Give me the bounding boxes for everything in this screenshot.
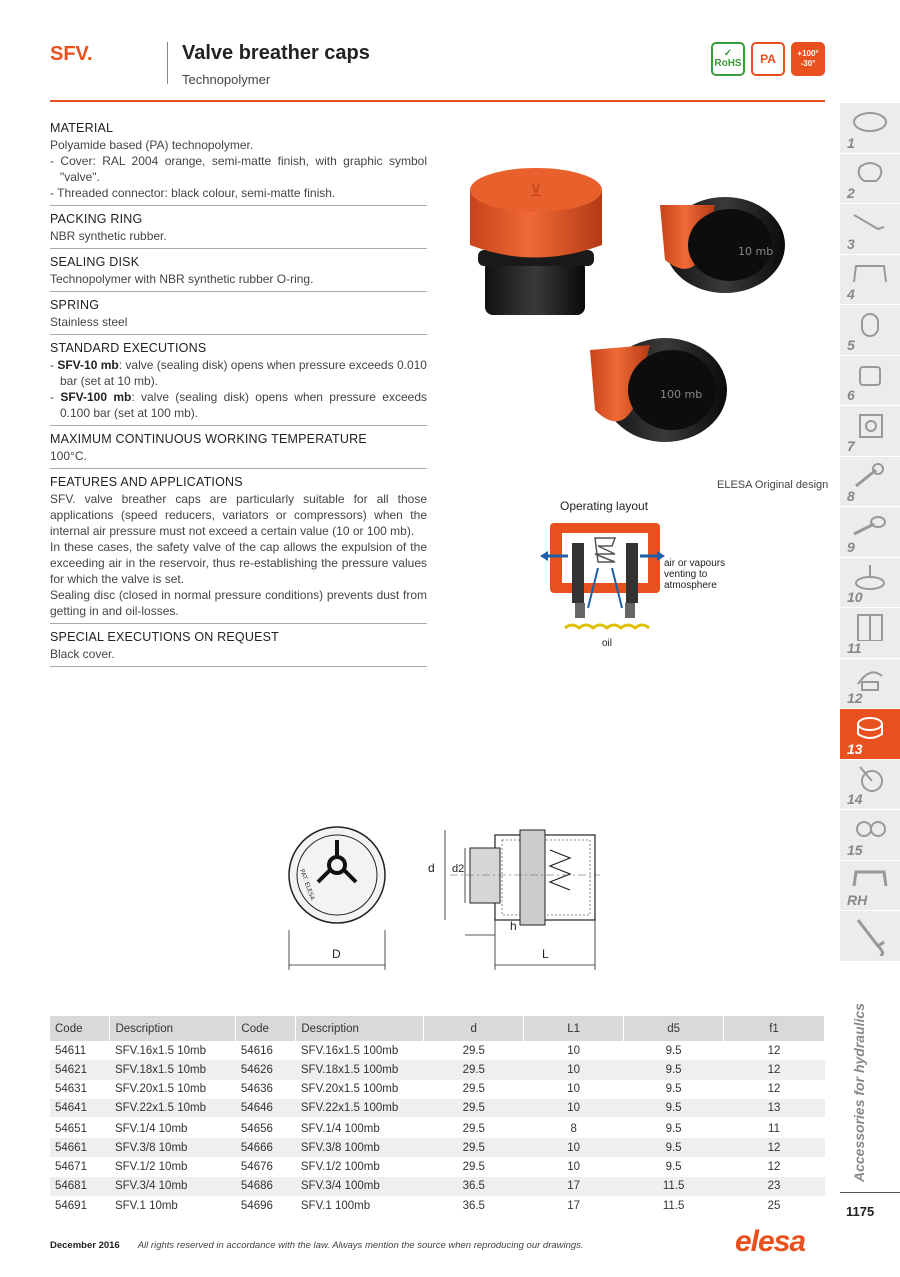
cell: 8 bbox=[524, 1119, 624, 1138]
tab-label: 8 bbox=[847, 488, 855, 504]
spec-heading: MAXIMUM CONTINUOUS WORKING TEMPERATURE bbox=[50, 432, 367, 446]
cell: SFV.22x1.5 10mb bbox=[110, 1099, 236, 1118]
check-icon: ✓ bbox=[723, 48, 733, 59]
pa-badge: PA bbox=[751, 42, 785, 76]
col-d: d bbox=[424, 1016, 524, 1041]
spec-item-text: : valve (sealing disk) opens when pressure exceeds 0.100 bar (set at 100 mb). bbox=[60, 390, 427, 420]
table-row bbox=[50, 1060, 825, 1079]
handwheel-icon bbox=[850, 108, 890, 136]
spec-line: Stainless steel bbox=[50, 315, 128, 329]
cell: 29.5 bbox=[424, 1119, 524, 1138]
footer-rights: All rights reserved in accordance with the law. Always mention the source when reproducing our drawings. bbox=[137, 1240, 584, 1251]
cell: 29.5 bbox=[462, 1083, 485, 1096]
table-row bbox=[50, 1099, 825, 1118]
cell: 54616 bbox=[240, 1044, 273, 1057]
spec-heading: MATERIAL bbox=[50, 121, 114, 135]
temperature-badge bbox=[791, 42, 825, 76]
cell: 29.5 bbox=[424, 1138, 524, 1157]
label-100mb: 100 mb bbox=[660, 388, 703, 401]
cell: 54681 bbox=[50, 1177, 110, 1196]
hydraulic-cap-icon bbox=[850, 714, 890, 742]
cell: 17 bbox=[524, 1177, 624, 1196]
air-label-1: air or vapours bbox=[664, 558, 726, 569]
tab-label: 3 bbox=[847, 235, 855, 252]
cell: 29.5 bbox=[462, 1044, 485, 1057]
tab-15[interactable] bbox=[840, 810, 900, 861]
spec-line: 100°C. bbox=[50, 449, 87, 463]
cell: 9.5 bbox=[665, 1083, 682, 1096]
spec-standard-executions bbox=[50, 340, 427, 426]
cell: 54666 bbox=[236, 1138, 296, 1157]
operating-layout-diagram bbox=[540, 498, 740, 653]
tab-1[interactable] bbox=[840, 103, 900, 154]
tab-label: 15 bbox=[847, 841, 863, 858]
cell: SFV.3/8 10mb bbox=[110, 1138, 236, 1157]
table-row bbox=[50, 1196, 825, 1215]
cell: 10 bbox=[567, 1083, 581, 1096]
tab-3[interactable] bbox=[840, 204, 900, 255]
operating-layout-title: Operating layout bbox=[560, 499, 649, 513]
temp-high: +100° bbox=[797, 48, 819, 58]
cell: 54611 bbox=[55, 1044, 87, 1057]
cap-10mb bbox=[660, 197, 785, 293]
dim-d2-label: d2 bbox=[452, 863, 465, 875]
cell: 17 bbox=[567, 1199, 581, 1212]
cell: SFV.3/4 10mb bbox=[110, 1177, 236, 1196]
temp-low: -30° bbox=[800, 59, 816, 68]
table-row bbox=[50, 1157, 825, 1176]
wrench-icon bbox=[850, 916, 890, 956]
spec-line: - Threaded connector: black colour, semi-matte finish. bbox=[50, 186, 336, 200]
air-label-3: atmosphere bbox=[664, 580, 717, 591]
spec-item-bold: SFV-10 mb bbox=[57, 358, 119, 372]
spec-heading: SPECIAL EXECUTIONS ON REQUEST bbox=[50, 630, 279, 644]
spec-line: SFV. valve breather caps are particularly suitable for all those applications (speed reducers, variators or compressors) when the internal air pressure must not exceed a certain value (10 or 100 mb). bbox=[50, 492, 427, 538]
cell: SFV.1/2 100mb bbox=[300, 1161, 380, 1174]
cell: 11 bbox=[724, 1119, 825, 1138]
spec-features bbox=[50, 474, 427, 624]
page-subtitle: Technopolymer bbox=[182, 72, 271, 87]
spec-line: Polyamide based (PA) technopolymer. bbox=[50, 138, 254, 152]
cell: SFV.1 100mb bbox=[300, 1199, 371, 1212]
header-rule bbox=[50, 100, 825, 102]
cell: 12 bbox=[767, 1161, 781, 1174]
spec-line: NBR synthetic rubber. bbox=[50, 229, 167, 243]
table-row bbox=[50, 1041, 825, 1060]
cell: 10 bbox=[524, 1099, 624, 1118]
clamp-icon bbox=[850, 512, 890, 540]
spec-max-temperature bbox=[50, 431, 427, 469]
spec-line: Sealing disc (closed in normal pressure conditions) prevents dust from getting in and oil-losses. bbox=[50, 588, 427, 618]
tab-label: 12 bbox=[847, 690, 863, 706]
specifications bbox=[50, 120, 427, 672]
col-description: Description bbox=[110, 1016, 236, 1041]
technical-drawing bbox=[280, 810, 610, 970]
tab-label: 4 bbox=[847, 286, 855, 302]
tab-label: 7 bbox=[847, 437, 855, 454]
cell: 54656 bbox=[236, 1119, 296, 1138]
pull-handle-icon bbox=[850, 260, 890, 288]
cell: SFV.1/2 10mb bbox=[114, 1161, 188, 1174]
label-10mb: 10 mb bbox=[738, 245, 774, 258]
rohs-badge bbox=[711, 42, 745, 76]
spec-line: - Cover: RAL 2004 orange, semi-matte finish, with graphic symbol "valve". bbox=[50, 154, 427, 184]
cell: 10 bbox=[567, 1161, 581, 1174]
cell: 54696 bbox=[240, 1199, 273, 1212]
header-divider bbox=[167, 42, 168, 84]
product-code: SFV. bbox=[50, 43, 93, 65]
dim-d-label: d bbox=[428, 861, 435, 875]
tab-label: 11 bbox=[847, 639, 862, 656]
castor-icon bbox=[850, 765, 890, 793]
oil-label: oil bbox=[602, 638, 613, 649]
cell: 9.5 bbox=[624, 1060, 724, 1079]
plunger-icon bbox=[850, 462, 890, 490]
col-description-100: Description bbox=[296, 1016, 424, 1041]
material-badges bbox=[711, 42, 825, 76]
spec-item-bold: SFV-100 mb bbox=[60, 390, 132, 404]
lever-icon bbox=[850, 209, 890, 237]
cell: SFV.1 10mb bbox=[114, 1199, 178, 1212]
cell: 54636 bbox=[240, 1083, 273, 1096]
tab-8[interactable] bbox=[840, 457, 900, 508]
cell: 9.5 bbox=[665, 1044, 682, 1057]
spec-sealing-disk bbox=[50, 254, 427, 292]
cell: 11.5 bbox=[624, 1177, 724, 1196]
tab-5[interactable] bbox=[840, 305, 900, 356]
cell: SFV.16x1.5 100mb bbox=[300, 1044, 399, 1057]
cell: 12 bbox=[724, 1138, 825, 1157]
tab-12[interactable] bbox=[840, 659, 900, 710]
drawing-pat-label: PAT. ELESA bbox=[298, 868, 316, 902]
tab-tools[interactable] bbox=[840, 911, 900, 962]
dim-L-label: L bbox=[542, 947, 549, 961]
air-label-2: venting to bbox=[664, 569, 708, 580]
hinge-icon bbox=[850, 613, 890, 641]
table-row bbox=[50, 1138, 825, 1157]
tab-11[interactable] bbox=[840, 608, 900, 659]
col-code-100: Code bbox=[236, 1016, 296, 1041]
tab-label: 6 bbox=[847, 387, 855, 403]
col-f1: f1 bbox=[724, 1016, 825, 1041]
tab-10[interactable] bbox=[840, 558, 900, 609]
tube-clamp-icon bbox=[850, 815, 890, 843]
cam-lever-icon bbox=[850, 664, 890, 692]
page-header bbox=[50, 40, 825, 102]
cell: 12 bbox=[767, 1083, 781, 1096]
cell: 10 bbox=[567, 1044, 581, 1057]
cell: 54621 bbox=[50, 1060, 110, 1079]
footer-date: December 2016 bbox=[50, 1240, 120, 1251]
cell: 29.5 bbox=[424, 1099, 524, 1118]
spec-heading: SEALING DISK bbox=[50, 255, 140, 269]
cell: 10 bbox=[524, 1138, 624, 1157]
page-footer bbox=[50, 1240, 584, 1251]
cell: SFV.22x1.5 100mb bbox=[296, 1099, 424, 1118]
cell: 9.5 bbox=[624, 1138, 724, 1157]
cell: SFV.3/4 100mb bbox=[296, 1177, 424, 1196]
tab-7[interactable] bbox=[840, 406, 900, 457]
spec-spring bbox=[50, 297, 427, 335]
cell: SFV.1/4 10mb bbox=[110, 1119, 236, 1138]
spec-heading: SPRING bbox=[50, 298, 100, 312]
tab-4[interactable] bbox=[840, 255, 900, 306]
spec-heading: STANDARD EXECUTIONS bbox=[50, 341, 207, 355]
cell: SFV.20x1.5 100mb bbox=[300, 1083, 399, 1096]
tab-2[interactable] bbox=[840, 154, 900, 205]
col-code: Code bbox=[50, 1016, 110, 1041]
table-row bbox=[50, 1119, 825, 1138]
spec-item: - SFV-100 mb: valve (sealing disk) opens when pressure exceeds 0.100 bar (set at 100 mb). bbox=[50, 390, 427, 420]
spec-packing-ring bbox=[50, 211, 427, 249]
cell: 11.5 bbox=[662, 1199, 685, 1212]
cell: 36.5 bbox=[462, 1199, 485, 1212]
col-d5: d5 bbox=[624, 1016, 724, 1041]
cap-large bbox=[470, 168, 602, 315]
cell: 54641 bbox=[50, 1099, 110, 1118]
cell: SFV.18x1.5 10mb bbox=[110, 1060, 236, 1079]
cell: 54676 bbox=[240, 1161, 273, 1174]
product-table bbox=[50, 1016, 825, 1216]
elesa-logo: elesa bbox=[735, 1225, 806, 1258]
table-row bbox=[50, 1080, 825, 1099]
tab-label: 5 bbox=[847, 336, 855, 353]
table-row bbox=[50, 1177, 825, 1196]
cell: 13 bbox=[724, 1099, 825, 1118]
page-number: 1175 bbox=[846, 1204, 875, 1219]
knob-icon bbox=[850, 159, 890, 187]
cell: SFV.20x1.5 10mb bbox=[114, 1083, 206, 1096]
cap-100mb bbox=[590, 338, 727, 442]
cell: 54691 bbox=[55, 1199, 87, 1212]
cell: 54686 bbox=[236, 1177, 296, 1196]
spec-material bbox=[50, 120, 427, 206]
spec-heading: FEATURES AND APPLICATIONS bbox=[50, 475, 243, 489]
cell: 54651 bbox=[50, 1119, 110, 1138]
cell: 12 bbox=[767, 1044, 781, 1057]
spec-line: In these cases, the safety valve of the cap allows the expulsion of the exceeding air in the reservoir, thus re-establishing the pressure values for which the valve is set. bbox=[50, 540, 427, 586]
tab-label: 14 bbox=[847, 791, 863, 807]
tab-label: 13 bbox=[847, 740, 863, 757]
cell: 29.5 bbox=[462, 1161, 485, 1174]
cell: 54646 bbox=[236, 1099, 296, 1118]
svg-text:⊻: ⊻ bbox=[530, 181, 542, 200]
design-caption: ELESA Original design bbox=[717, 479, 829, 491]
rohs-label: RoHS bbox=[714, 58, 742, 69]
page-number-rule bbox=[840, 1192, 900, 1193]
cell: 23 bbox=[724, 1177, 825, 1196]
cell: SFV.16x1.5 10mb bbox=[114, 1044, 206, 1057]
cell: 9.5 bbox=[624, 1119, 724, 1138]
table-header-row bbox=[50, 1016, 825, 1041]
cell: 29.5 bbox=[424, 1060, 524, 1079]
cell: 36.5 bbox=[424, 1177, 524, 1196]
cell: SFV.1/4 100mb bbox=[296, 1119, 424, 1138]
tab-label: 1 bbox=[847, 134, 855, 151]
cell: 9.5 bbox=[665, 1161, 682, 1174]
cell: 54671 bbox=[55, 1161, 87, 1174]
cell: 54626 bbox=[236, 1060, 296, 1079]
page-title: Valve breather caps bbox=[182, 42, 370, 64]
spec-item-text: : valve (sealing disk) opens when pressure exceeds 0.010 bar (set at 10 mb). bbox=[60, 358, 427, 388]
cell: 10 bbox=[524, 1060, 624, 1079]
dim-D-label: D bbox=[332, 947, 341, 961]
cell: SFV.3/8 100mb bbox=[296, 1138, 424, 1157]
cell: 54661 bbox=[50, 1138, 110, 1157]
levelling-element-icon bbox=[850, 563, 890, 591]
spec-line: Black cover. bbox=[50, 647, 115, 661]
spec-line: Technopolymer with NBR synthetic rubber O-ring. bbox=[50, 272, 314, 286]
tab-label: 9 bbox=[847, 538, 855, 555]
fluted-knob-icon bbox=[850, 361, 890, 389]
section-vertical-label: Accessories for hydraulics bbox=[851, 1003, 867, 1182]
cell: 12 bbox=[724, 1060, 825, 1079]
tab-13[interactable] bbox=[840, 709, 900, 760]
tab-label: RH bbox=[847, 892, 868, 908]
cell: 54631 bbox=[55, 1083, 87, 1096]
cell: 9.5 bbox=[624, 1099, 724, 1118]
spec-heading: PACKING RING bbox=[50, 212, 143, 226]
tab-14[interactable] bbox=[840, 760, 900, 811]
cell: 25 bbox=[767, 1199, 781, 1212]
spec-special-executions bbox=[50, 629, 427, 667]
dim-h-label: h bbox=[510, 919, 517, 933]
grip-icon bbox=[850, 310, 890, 338]
spec-item: - SFV-10 mb: valve (sealing disk) opens when pressure exceeds 0.010 bar (set at 10 mb). bbox=[50, 358, 427, 388]
col-L1: L1 bbox=[524, 1016, 624, 1041]
tab-9[interactable] bbox=[840, 507, 900, 558]
chapter-tabs bbox=[840, 103, 900, 962]
tab-rh[interactable] bbox=[840, 861, 900, 912]
tab-6[interactable] bbox=[840, 356, 900, 407]
indicator-icon bbox=[850, 411, 890, 439]
cell: SFV.18x1.5 100mb bbox=[296, 1060, 424, 1079]
tab-label: 10 bbox=[847, 589, 863, 605]
handle-icon bbox=[850, 866, 890, 894]
product-photo bbox=[440, 160, 820, 480]
tab-label: 2 bbox=[847, 185, 855, 201]
